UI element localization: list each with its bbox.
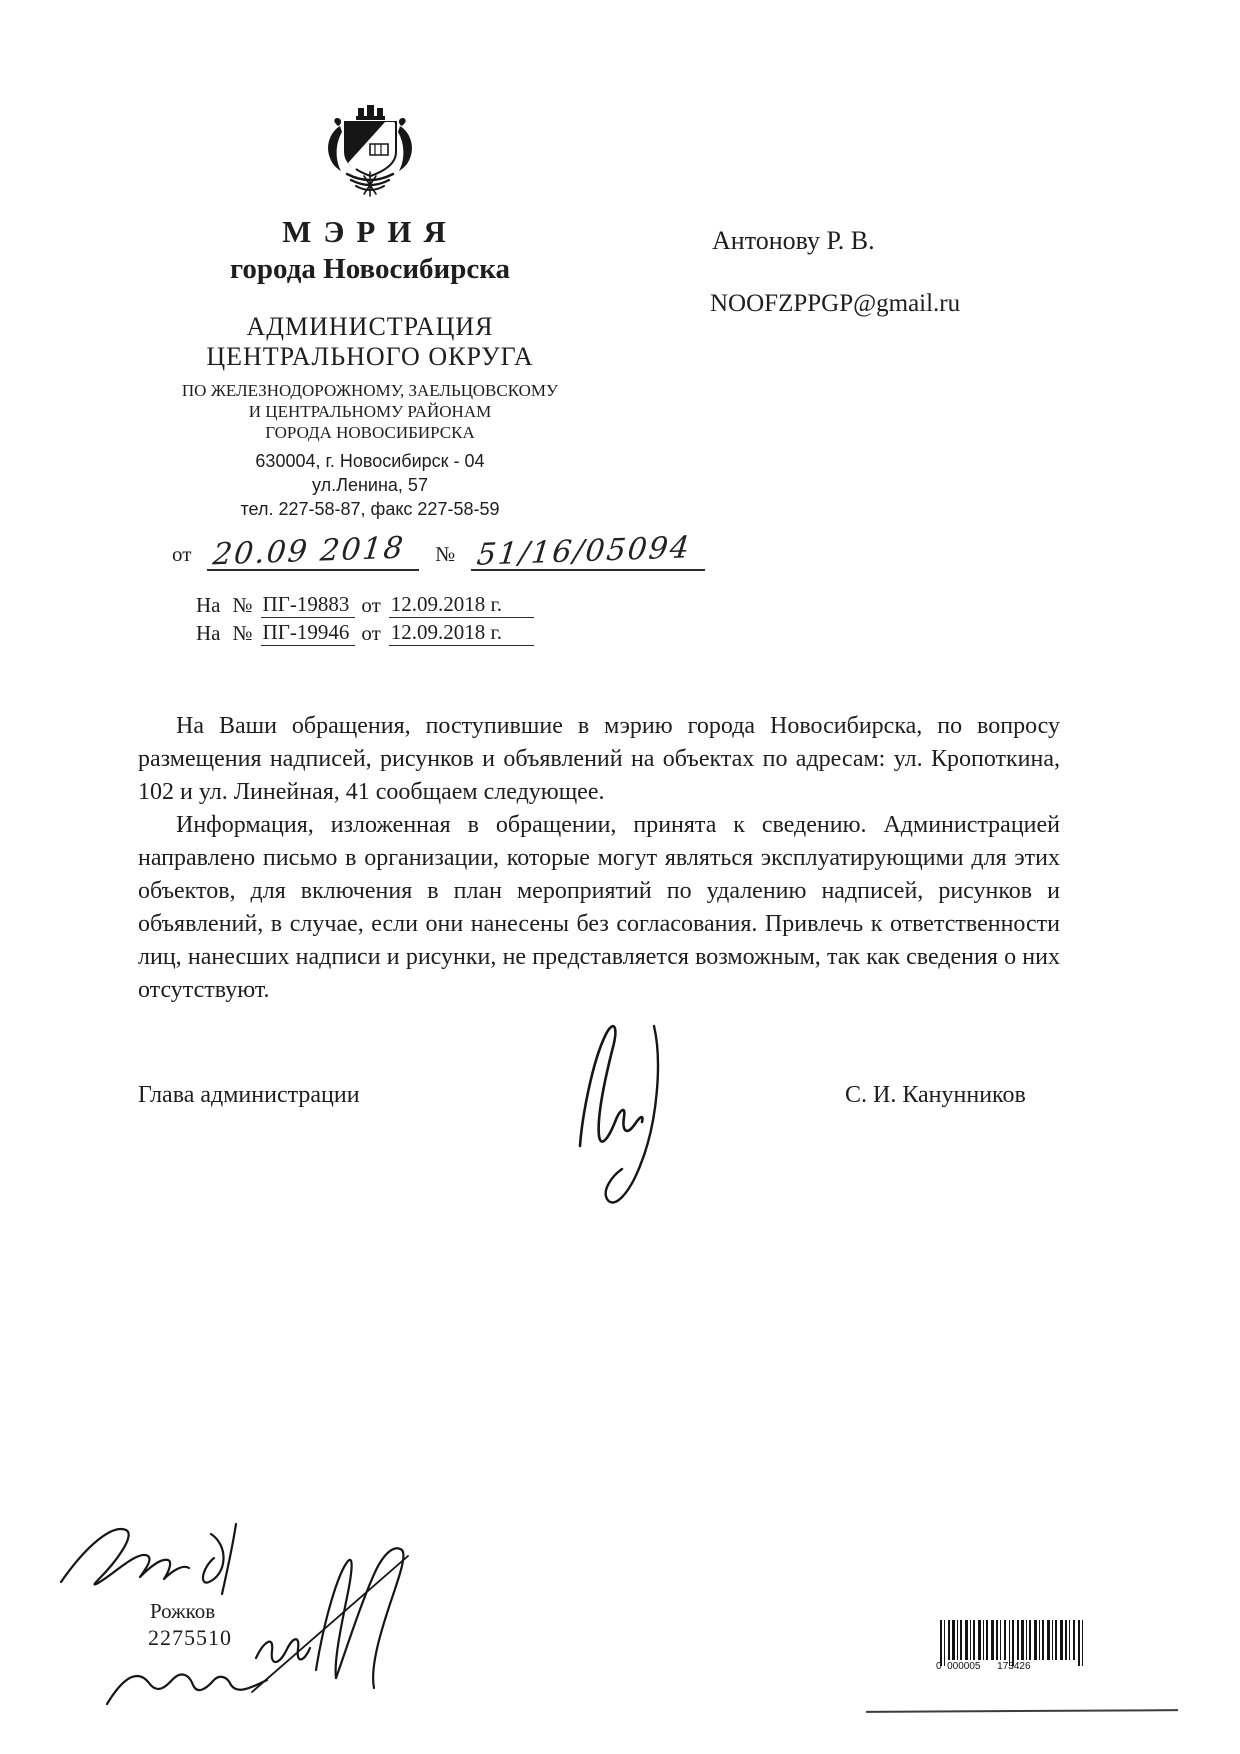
- address-line1: 630004, г. Новосибирск - 04: [255, 451, 485, 471]
- barcode-digits: 0 000005 173426: [936, 1661, 1031, 1672]
- reply2-no-label: №: [232, 621, 253, 645]
- from-label: от: [172, 542, 192, 566]
- address-line2: ул.Ленина, 57: [312, 475, 428, 495]
- reply1-underline-tail: [508, 598, 534, 618]
- districts-line1: ПО ЖЕЛЕЗНОДОРОЖНОМУ, ЗАЕЛЬЦОВСКОМУ: [181, 381, 559, 400]
- reply-reference-1: [196, 590, 534, 618]
- body-paragraph-1: На Ваши обращения, поступившие в мэрию города Новосибирска, по вопросу размещения надписей, рисунков и объявлений на объектах по адресам: ул. Кропоткина, 102 и ул. Линейная, 41 сообщаем следующее.: [138, 713, 1060, 805]
- body-paragraph-2: Информация, изложенная в обращении, принята к сведению. Администрацией направлено письмо в организации, которые могут являться эксплуатирующими для этих объектов, для включения в план мероприятий по удалению надписей, рисунков и объявлений, в случае, если они нанесены без согласования. Привлечь к ответственности лиц, нанесших надписи и рисунки, не представляется возможным, так как сведения о них отсутствуют.: [138, 812, 1060, 1003]
- letter-body: [138, 710, 1060, 1007]
- recipient-name: Антонову Р. В.: [712, 226, 875, 255]
- division-line1: АДМИНИСТРАЦИЯ: [246, 312, 494, 341]
- handwritten-number-field: [471, 530, 705, 573]
- reply2-date: 12.09.2018 г.: [389, 620, 508, 646]
- handwritten-signature-icon: [558, 1018, 703, 1213]
- handwritten-number: 51/16/05094: [475, 530, 694, 573]
- scan-edge-line: [866, 1709, 1178, 1712]
- reply1-number: ПГ-19883: [261, 592, 356, 618]
- org-name-line2: города Новосибирска: [229, 253, 511, 285]
- signer-title: Глава администрации: [138, 1082, 360, 1108]
- reply2-number: ПГ-19946: [261, 620, 356, 646]
- address-lines: [150, 449, 590, 521]
- letterhead: [150, 214, 590, 521]
- reply2-na-label: На: [196, 621, 221, 645]
- handwritten-date-field: [207, 530, 419, 573]
- districts-lines: [150, 380, 590, 443]
- executor-phone: 2275510: [148, 1625, 232, 1650]
- executor-signature-icon: [56, 1516, 261, 1608]
- executor-name: Рожков: [150, 1599, 216, 1623]
- reply-references: [196, 590, 534, 646]
- reply2-underline-tail: [508, 626, 534, 646]
- reply1-no-label: №: [232, 593, 253, 617]
- number-label: №: [435, 542, 456, 566]
- reply1-date: 12.09.2018 г.: [389, 592, 508, 618]
- reply2-ot-label: от: [361, 621, 381, 645]
- division-line2: ЦЕНТРАЛЬНОГО ОКРУГА: [206, 342, 534, 371]
- org-name-line1: МЭРИЯ: [282, 214, 458, 249]
- handwritten-date: 20.09 2018: [211, 530, 407, 573]
- barcode-icon: [936, 1620, 1090, 1680]
- reply1-ot-label: от: [361, 593, 381, 617]
- novosibirsk-coat-of-arms-icon: [322, 104, 418, 204]
- recipient-email: NOOFZPPGP@gmail.ru: [710, 290, 961, 317]
- phone-line: тел. 227-58-87, факс 227-58-59: [240, 499, 500, 519]
- signer-name: С. И. Канунников: [845, 1082, 1026, 1108]
- tertiary-signature-icon: [103, 1658, 273, 1716]
- reply-reference-2: [196, 618, 534, 646]
- districts-line2: И ЦЕНТРАЛЬНОМУ РАЙОНАМ: [248, 402, 492, 421]
- outgoing-reference-row: [172, 530, 705, 573]
- reply1-na-label: На: [196, 593, 221, 617]
- districts-line3: ГОРОДА НОВОСИБИРСКА: [265, 423, 475, 442]
